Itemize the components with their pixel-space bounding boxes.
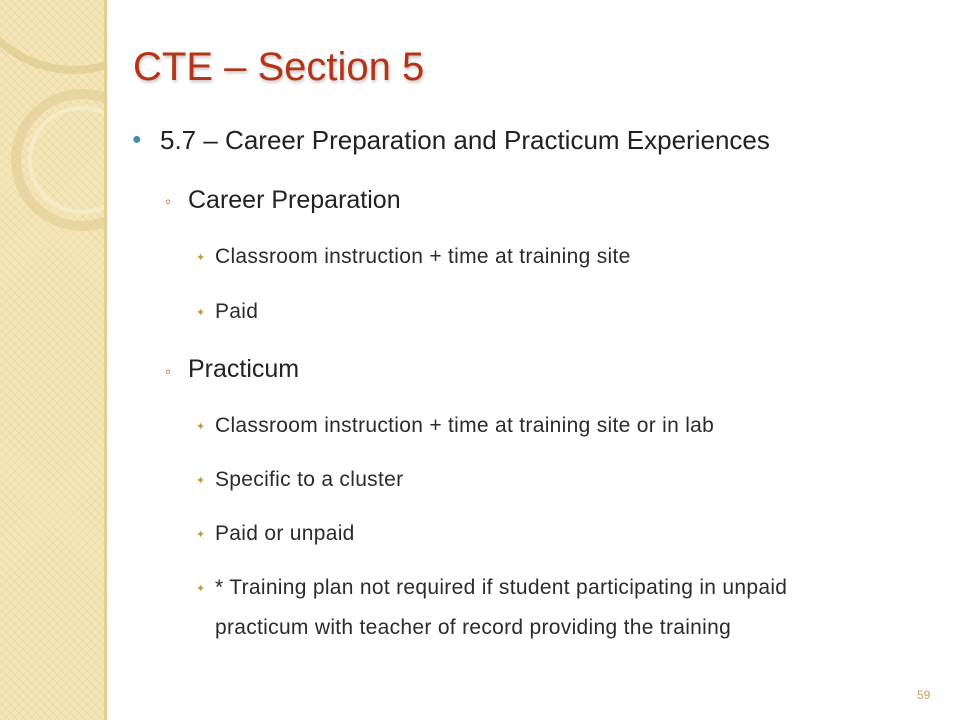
level3-bullet-icon: ✦ [196, 583, 206, 595]
practicum-item: Specific to a cluster [215, 468, 404, 491]
practicum-item-continuation: practicum with teacher of record providing the training [215, 616, 732, 639]
level3-bullet-icon: ✦ [196, 529, 206, 541]
practicum-item: Classroom instruction + time at training site or in lab [215, 414, 715, 437]
level1-bullet-icon: ● [132, 131, 142, 148]
page-number: 59 [917, 688, 931, 702]
sub-bullet-practicum: Practicum [188, 355, 300, 383]
level2-bullet-icon: ◦ [165, 362, 172, 381]
level3-bullet-icon: ✦ [196, 252, 206, 264]
level3-bullet-icon: ✦ [196, 307, 206, 319]
career-prep-item: Paid [215, 300, 259, 323]
slide-title: CTE – Section 5 [133, 45, 425, 89]
level2-bullet-icon: ◦ [165, 192, 172, 211]
practicum-item: * Training plan not required if student participating in unpaid [215, 576, 788, 599]
main-bullet: 5.7 – Career Preparation and Practicum Experiences [160, 125, 770, 155]
level3-bullet-icon: ✦ [196, 421, 206, 433]
career-prep-item: Classroom instruction + time at training site [215, 245, 631, 268]
band-edge-line [104, 0, 107, 720]
level3-bullet-icon: ✦ [196, 475, 206, 487]
practicum-item: Paid or unpaid [215, 522, 355, 545]
sub-bullet-career-preparation: Career Preparation [188, 186, 401, 214]
decorative-side-band [0, 0, 106, 720]
decorative-rings-graphic [0, 0, 106, 720]
